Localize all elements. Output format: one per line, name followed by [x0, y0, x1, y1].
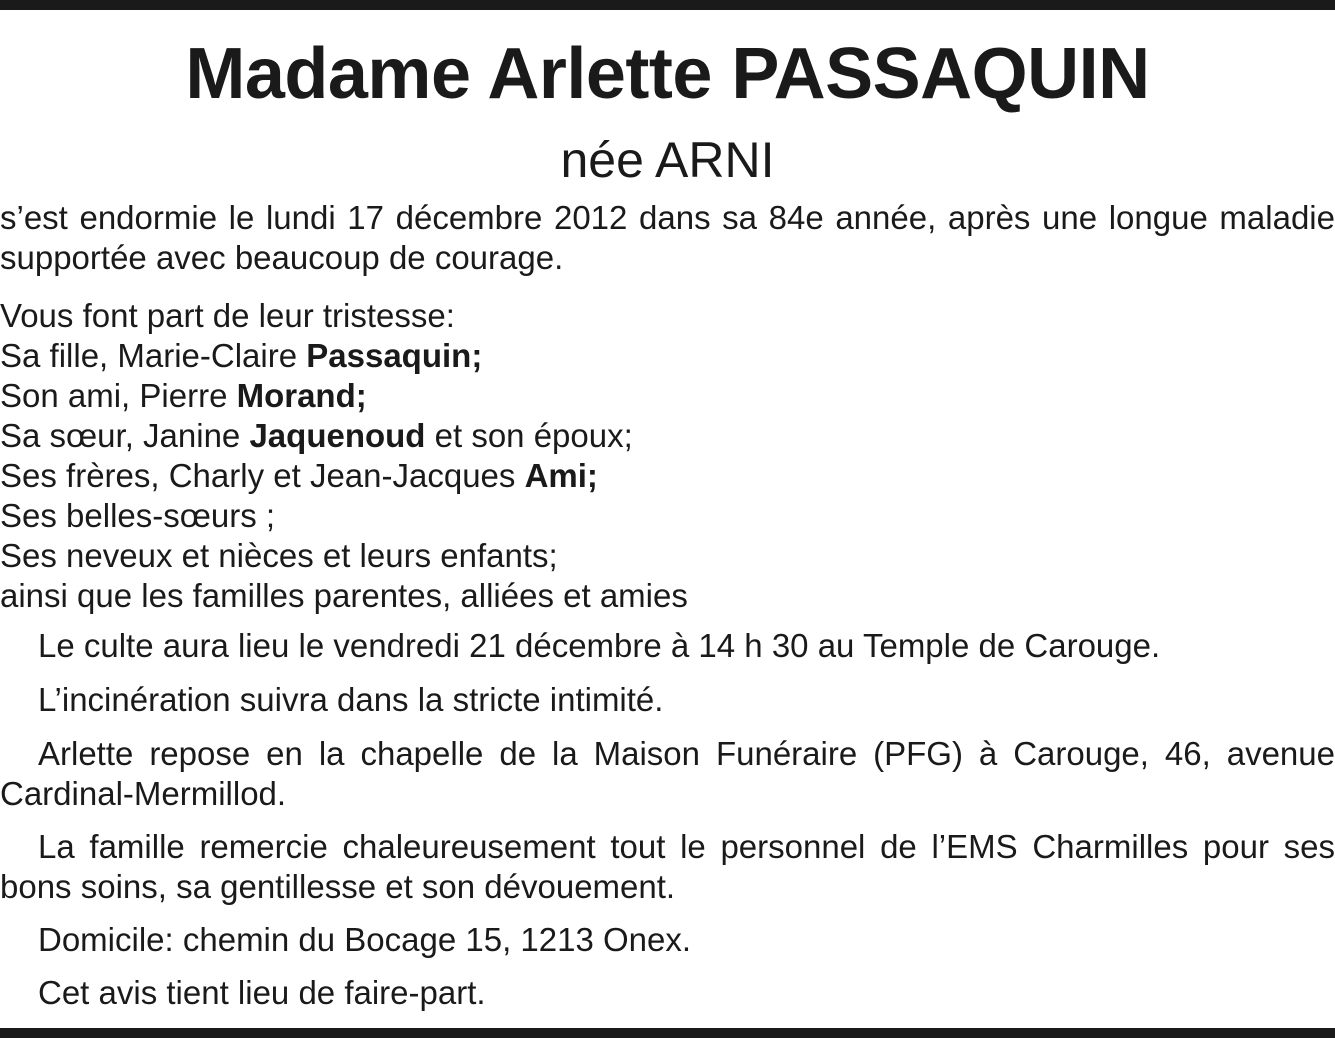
family-line: Sa sœur, Janine Jaquenoud et son époux;	[0, 417, 633, 454]
bottom-border-rule	[0, 1028, 1335, 1038]
resting-place-paragraph: Arlette repose en la chapelle de la Maison Funéraire (PFG) à Carouge, 46, avenue Cardinal-Mermillod.	[0, 735, 1335, 812]
thanks-paragraph: La famille remercie chaleureusement tout le personnel de l’EMS Charmilles pour ses bons soins, sa gentillesse et son dévouement.	[0, 828, 1335, 905]
family-line: Son ami, Pierre Morand;	[0, 377, 367, 414]
family-heading: Vous font part de leur tristesse:	[0, 297, 455, 334]
address-paragraph: Domicile: chemin du Bocage 15, 1213 Onex.	[38, 921, 692, 958]
notice-paragraph: Cet avis tient lieu de faire-part.	[38, 974, 486, 1011]
deceased-name: Madame Arlette PASSAQUIN	[185, 34, 1150, 114]
top-border-rule	[0, 0, 1335, 10]
cremation-paragraph: L’incinération suivra dans la stricte intimité.	[38, 681, 664, 718]
ceremony-paragraph: Le culte aura lieu le vendredi 21 décembre à 14 h 30 au Temple de Carouge.	[38, 627, 1161, 664]
maiden-name: née ARNI	[560, 132, 775, 188]
family-line: Ses frères, Charly et Jean-Jacques Ami;	[0, 457, 598, 494]
family-line: Sa fille, Marie-Claire Passaquin;	[0, 337, 483, 374]
family-line: Ses neveux et nièces et leurs enfants;	[0, 537, 558, 574]
family-line: Ses belles-sœurs ;	[0, 497, 276, 534]
family-list	[0, 296, 1335, 616]
obituary-notice	[0, 10, 1335, 1028]
intro-paragraph: s’est endormie le lundi 17 décembre 2012 dans sa 84e année, après une longue maladie supportée avec beaucoup de courage.	[0, 199, 1335, 276]
family-line: ainsi que les familles parentes, alliées et amies	[0, 577, 688, 614]
